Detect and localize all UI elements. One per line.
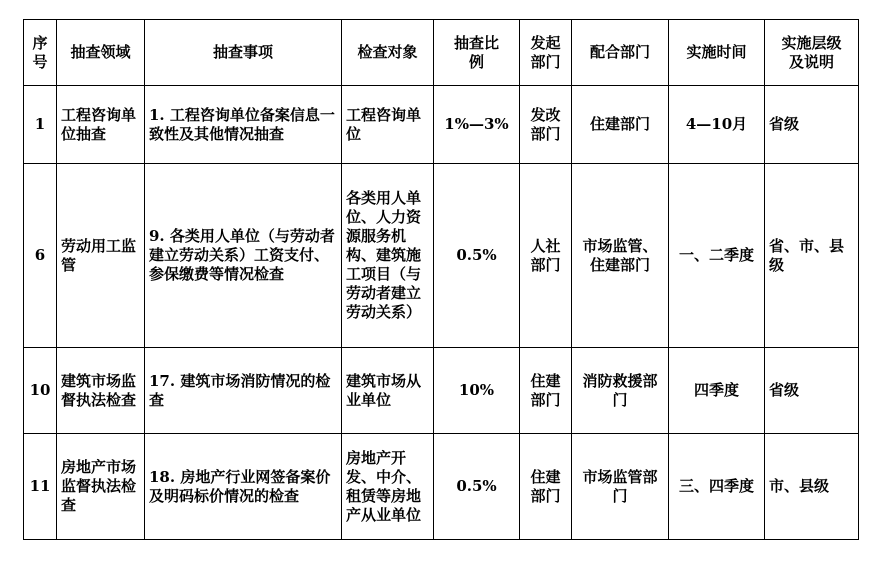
cell-time: 三、四季度 xyxy=(669,434,765,540)
table-row xyxy=(24,164,859,348)
cell-seq: 6 xyxy=(24,164,57,348)
cell-initiator: 人社部门 xyxy=(520,164,572,348)
header-ratio: 抽查比例 xyxy=(434,20,520,86)
cell-ratio: 0.5% xyxy=(434,434,520,540)
table-row xyxy=(24,434,859,540)
inspection-table-wrapper xyxy=(23,19,859,540)
cell-coop: 消防救援部门 xyxy=(572,348,669,434)
cell-level: 市、县级 xyxy=(765,434,859,540)
cell-target: 各类用人单位、人力资源服务机构、建筑施工项目（与劳动者建立劳动关系） xyxy=(342,164,434,348)
cell-item: 1. 工程咨询单位备案信息一致性及其他情况抽查 xyxy=(145,86,342,164)
cell-item: 9. 各类用人单位（与劳动者建立劳动关系）工资支付、参保缴费等情况检查 xyxy=(145,164,342,348)
cell-coop: 住建部门 xyxy=(572,86,669,164)
header-level: 实施层级及说明 xyxy=(765,20,859,86)
header-row xyxy=(24,20,859,86)
cell-ratio: 10% xyxy=(434,348,520,434)
cell-initiator: 发改部门 xyxy=(520,86,572,164)
cell-item: 18. 房地产行业网签备案价及明码标价情况的检查 xyxy=(145,434,342,540)
cell-initiator: 住建部门 xyxy=(520,434,572,540)
cell-field: 工程咨询单位抽查 xyxy=(57,86,145,164)
header-item: 抽查事项 xyxy=(145,20,342,86)
header-field: 抽查领域 xyxy=(57,20,145,86)
table-row xyxy=(24,348,859,434)
cell-time: 4—10月 xyxy=(669,86,765,164)
cell-field: 劳动用工监管 xyxy=(57,164,145,348)
cell-item: 17. 建筑市场消防情况的检查 xyxy=(145,348,342,434)
cell-coop: 市场监管部门 xyxy=(572,434,669,540)
cell-coop: 市场监管、住建部门 xyxy=(572,164,669,348)
cell-initiator: 住建部门 xyxy=(520,348,572,434)
header-target: 检查对象 xyxy=(342,20,434,86)
header-seq: 序号 xyxy=(24,20,57,86)
inspection-table xyxy=(23,19,859,540)
cell-seq: 10 xyxy=(24,348,57,434)
cell-level: 省级 xyxy=(765,348,859,434)
cell-level: 省级 xyxy=(765,86,859,164)
cell-ratio: 1%—3% xyxy=(434,86,520,164)
cell-field: 建筑市场监督执法检查 xyxy=(57,348,145,434)
cell-target: 建筑市场从业单位 xyxy=(342,348,434,434)
header-initiator: 发起部门 xyxy=(520,20,572,86)
cell-level: 省、市、县级 xyxy=(765,164,859,348)
header-time: 实施时间 xyxy=(669,20,765,86)
cell-field: 房地产市场监督执法检查 xyxy=(57,434,145,540)
cell-target: 工程咨询单位 xyxy=(342,86,434,164)
header-coop: 配合部门 xyxy=(572,20,669,86)
cell-time: 四季度 xyxy=(669,348,765,434)
cell-seq: 1 xyxy=(24,86,57,164)
cell-ratio: 0.5% xyxy=(434,164,520,348)
cell-target: 房地产开发、中介、租赁等房地产从业单位 xyxy=(342,434,434,540)
table-row xyxy=(24,86,859,164)
cell-seq: 11 xyxy=(24,434,57,540)
cell-time: 一、二季度 xyxy=(669,164,765,348)
